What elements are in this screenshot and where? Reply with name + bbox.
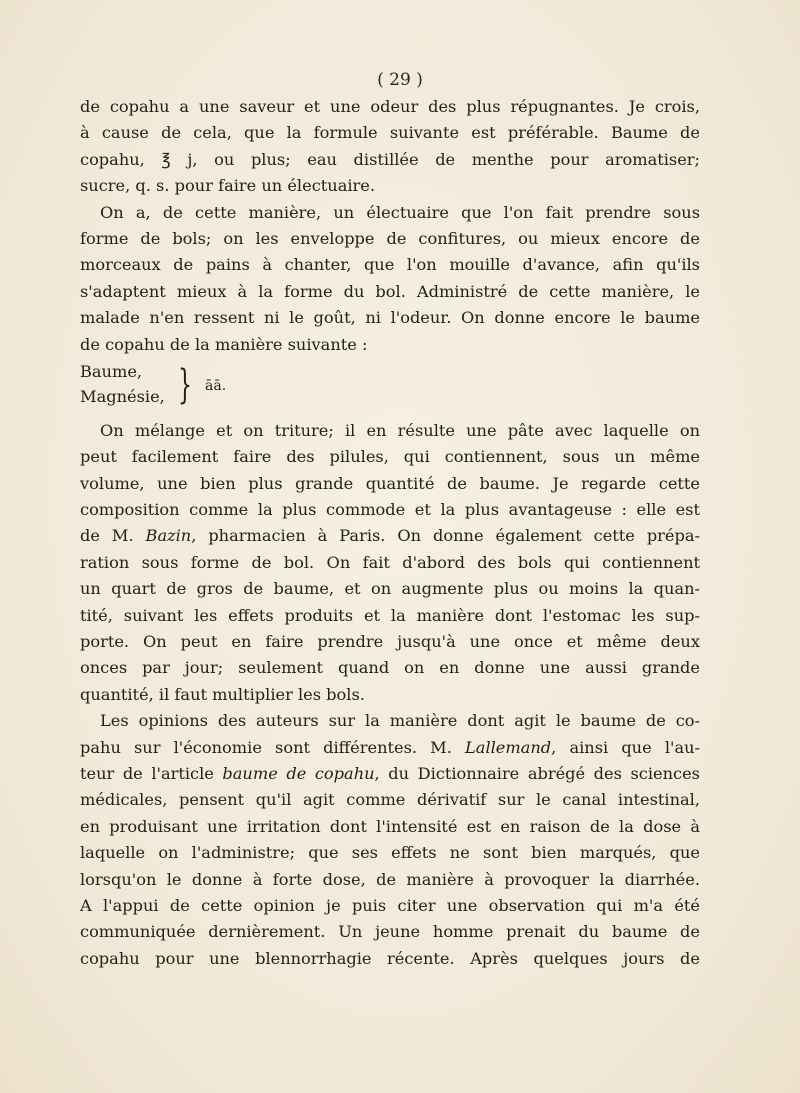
text-line: morceaux de pains à chanter, que l'on mouille d'avance, afin qu'ils [80, 255, 700, 275]
text-line: lorsqu'on le donne à forte dose, de manière à provoquer la diarrhée. [80, 869, 700, 889]
text-line: tité, suivant les effets produits et la manière dont l'estomac les sup- [80, 605, 700, 625]
text-line: forme de bols; on les enveloppe de confitures, ou mieux encore de [80, 228, 700, 248]
text-line: en produisant une irritation dont l'intensité est en raison de la dose à [80, 816, 700, 836]
body-text [80, 94, 700, 972]
text-line-article [80, 761, 700, 787]
text-line: A l'appui de cette opinion je puis citer une observation qui m'a été [80, 895, 700, 915]
text-line: un quart de gros de baume, et on augmente plus ou moins la quan- [80, 579, 700, 599]
text-line: médicales, pensent qu'il agit comme dérivatif sur le canal intestinal, [80, 790, 700, 810]
formula-brace: } [178, 361, 192, 408]
text-line: malade n'en ressent ni le goût, ni l'odeur. On donne encore le baume [80, 308, 700, 328]
text-line: copahu, ℥ j, ou plus; eau distillée de menthe pour aromatiser; [80, 149, 700, 169]
text-line: de copahu a une saveur et une odeur des plus répugnantes. Je crois, [80, 97, 700, 116]
text-segment: teur de l'article [80, 763, 223, 783]
text-line: quantité, il faut multiplier les bols. [80, 684, 365, 704]
text-line: de copahu de la manière suivante : [80, 334, 368, 354]
text-line: onces par jour; seulement quand on en donne une aussi grande [80, 658, 700, 678]
text-segment: , du Dictionnaire abrégé des sciences [374, 763, 700, 783]
text-segment: , ainsi que l'au- [551, 737, 700, 757]
formula-ingredient: Baume, [80, 361, 143, 381]
formula-ingredient: Magnésie, [80, 386, 165, 406]
text-segment: , pharmacien à Paris. On donne également cette prépa- [191, 526, 700, 546]
text-line: ration sous forme de bol. On fait d'abord des bols qui contiennent [80, 552, 700, 572]
article-title: baume de copahu [222, 763, 375, 783]
text-line: s'adaptent mieux à la forme du bol. Administré de cette manière, le [80, 281, 700, 301]
text-line: porte. On peut en faire prendre jusqu'à une once et même deux [80, 632, 700, 652]
text-line: communiquée dernièrement. Un jeune homme prenait du baume de [80, 922, 700, 942]
text-line-lallemand [80, 735, 700, 761]
text-line: peut facilement faire des pilules, qui contiennent, sous un même [80, 447, 700, 467]
page-number: ( 29 ) [377, 70, 423, 90]
text-line: laquelle on l'administre; que ses effets ne sont bien marqués, que [80, 843, 700, 863]
text-line: copahu pour une blennorrhagie récente. Après quelques jours de [80, 948, 700, 968]
text-line: composition comme la plus commode et la plus avantageuse : elle est [80, 500, 700, 520]
text-line: On mélange et on triture; il en résulte une pâte avec laquelle on [100, 420, 700, 440]
text-segment: pahu sur l'économie sont différentes. M. [80, 737, 466, 757]
text-line: volume, une bien plus grande quantité de baume. Je regarde cette [80, 473, 700, 493]
text-line: On a, de cette manière, un électuaire que l'on fait prendre sous [100, 202, 700, 222]
text-line: sucre, q. s. pour faire un électuaire. [80, 176, 375, 196]
text-line: Les opinions des auteurs sur la manière dont agit le baume de co- [100, 711, 700, 731]
text-line: à cause de cela, que la formule suivante est préférable. Baume de [80, 123, 700, 143]
formula-quantity: āā. [205, 377, 227, 394]
text-segment: de M. [80, 526, 146, 546]
person-name-bazin: Bazin [145, 526, 192, 546]
recipe-formula [80, 360, 700, 414]
text-line-bazin [80, 523, 700, 549]
person-name-lallemand: Lallemand [465, 737, 552, 757]
